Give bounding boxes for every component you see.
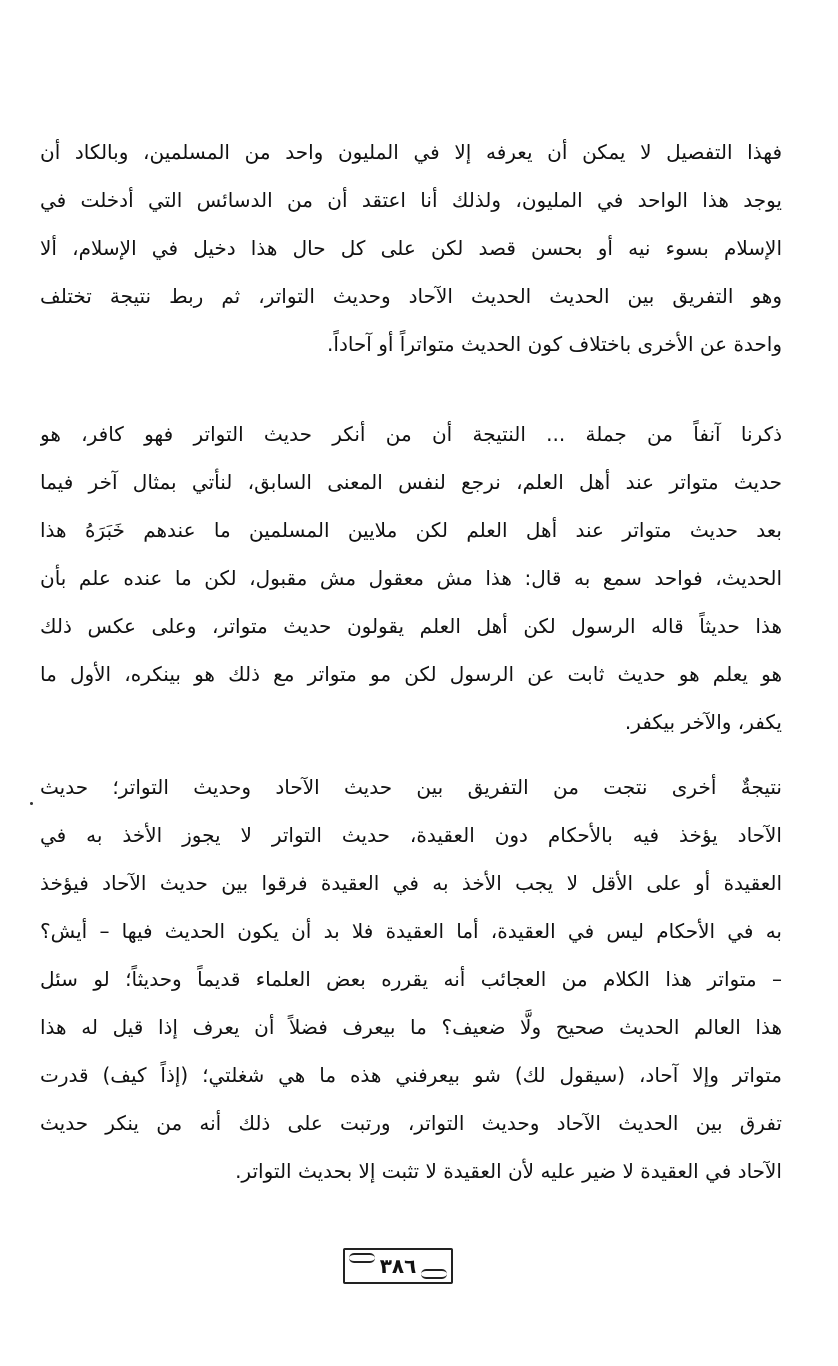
text-line: الآحاد في العقيدة لا ضير عليه لأن العقيدة لا تثبت إلا بحديث التواتر. [235,1159,782,1183]
text-line: هذا العالم الحديث صحيح ولَّا ضعيف؟ ما بيعرف فضلاً أن يعرف إذا قيل له هذا [40,1015,782,1039]
text-line: فهذا التفصيل لا يمكن أن يعرفه إلا في المليون واحد من المسلمين، وبالكاد أن [40,140,782,164]
text-line: – متواتر هذا الكلام من العجائب أنه يقرره بعض العلماء قديماً وحديثاً؛ لو سئل [40,967,782,991]
paragraph-2 [40,410,782,746]
paragraph-3 [40,763,782,1195]
text-line: وهو التفريق بين الحديث الحديث الآحاد وحديث التواتر، ثم ربط نتيجة تختلف [40,284,782,308]
text-line: واحدة عن الأخرى باختلاف كون الحديث متواتراً أو آحاداً. [327,332,782,356]
text-line: يوجد هذا الواحد في المليون، ولذلك أنا اعتقد أن من الدسائس التي أدخلت في [40,188,782,212]
text-line: العقيدة أو على الأقل لا يجب الأخذ به في العقيدة فرقوا بين حديث الآحاد فيؤخذ [40,871,782,895]
text-line: نتيجةٌ أخرى نتجت من التفريق بين حديث الآحاد وحديث التواتر؛ حديث [40,775,782,799]
text-line: حديث متواتر عند أهل العلم، نرجع لنفس المعنى السابق، لنأتي بمثال آخر فيما [40,470,782,494]
text-line: يكفر، والآخر بيكفر. [624,710,782,734]
ornament-icon [421,1269,447,1279]
text-line: الآحاد يؤخذ فيه بالأحكام دون العقيدة، حديث التواتر لا يجوز الأخذ به في [40,823,782,847]
text-line: ذكرنا آنفاً من جملة ... النتيجة أن من أنكر حديث التواتر فهو كافر، هو [40,422,782,446]
text-line: بعد حديث متواتر عند أهل العلم لكن ملايين المسلمين ما عندهم خَبَرَهُ هذا [40,518,782,542]
page-number-frame [343,1248,453,1284]
text-line: تفرق بين الحديث الآحاد وحديث التواتر، ورتبت على ذلك أنه من ينكر حديث [40,1111,782,1135]
text-line: متواتر وإلا آحاد، (سيقول لك) شو بيعرفني هذه ما هي شغلتي؛ (إذاً كيف) قدرت [40,1063,782,1087]
text-line: هو يعلم هو حديث ثابت عن الرسول لكن مو متواتر مع ذلك هو بينكره، الأول ما [40,662,782,686]
ornament-icon [349,1253,375,1263]
print-speck [30,802,33,805]
page-number: ٣٨٦ [379,1254,417,1278]
paragraph-1 [40,128,782,368]
text-line: الإسلام بسوء نيه أو بحسن قصد لكن على كل حال هذا دخيل في الإسلام، ألا [40,236,782,260]
text-line: الحديث، فواحد سمع به قال: هذا مش معقول مش مقبول، لكن ما عنده علم بأن [40,566,782,590]
text-line: هذا حديثاً قاله الرسول لكن أهل العلم يقولون حديث متواتر، وعلى عكس ذلك [40,614,782,638]
text-line: به في الأحكام ليس في العقيدة، أما العقيدة فلا بد أن يكون الحديث فيها – أيش؟ [40,919,782,943]
